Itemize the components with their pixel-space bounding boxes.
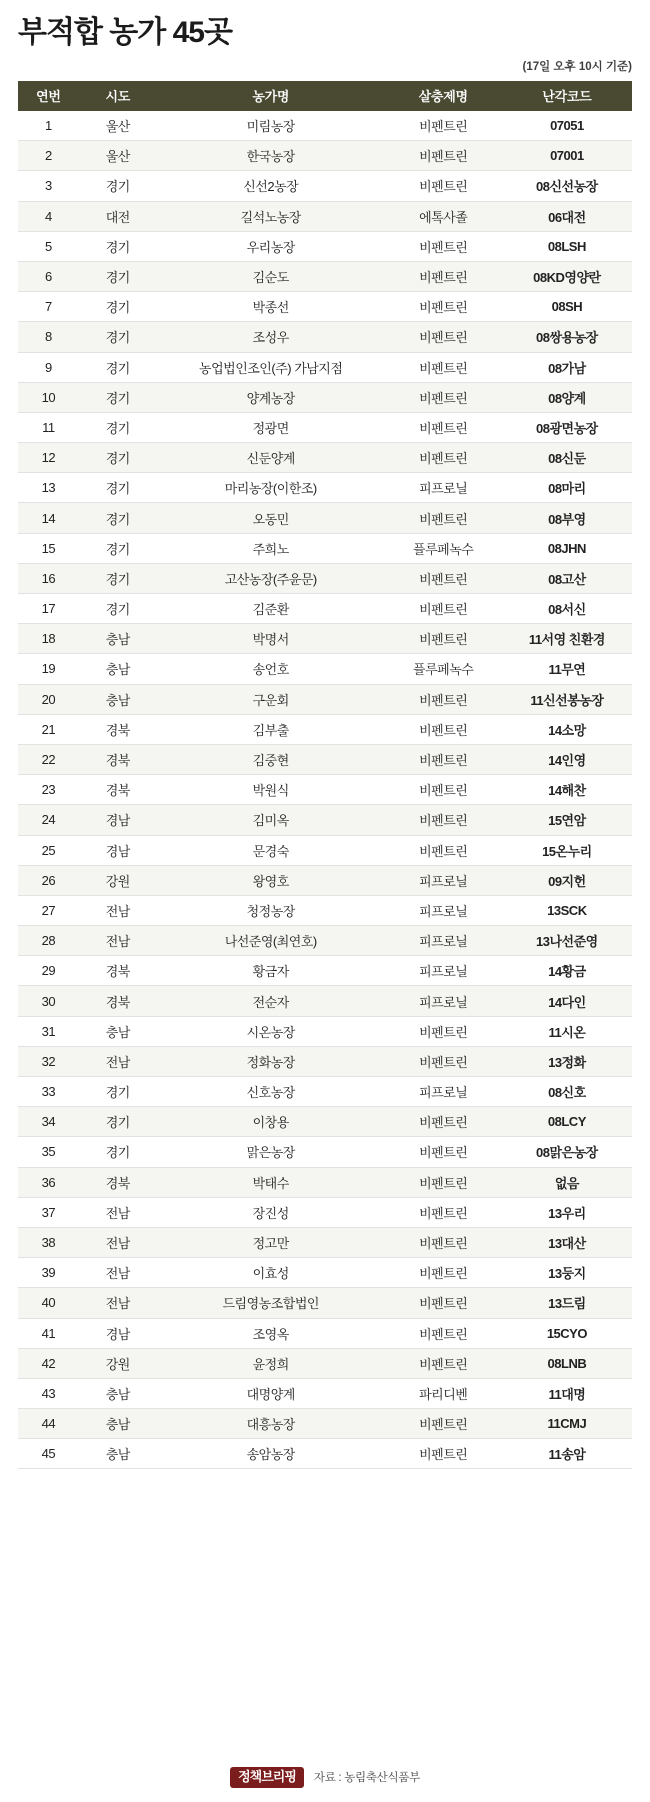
cell-farm: 윤정희 [157, 1348, 385, 1378]
cell-farm: 김순도 [157, 261, 385, 291]
cell-pesticide: 비펜트린 [385, 382, 502, 412]
column-header-no: 연번 [18, 81, 79, 111]
cell-area: 경북 [79, 1167, 157, 1197]
cell-farm: 정고만 [157, 1227, 385, 1257]
cell-eggcode: 08신둔 [502, 443, 632, 473]
cell-pesticide: 비펜트린 [385, 684, 502, 714]
cell-farm: 마리농장(이한조) [157, 473, 385, 503]
cell-no: 25 [18, 835, 79, 865]
cell-no: 20 [18, 684, 79, 714]
cell-no: 27 [18, 895, 79, 925]
cell-pesticide: 비펜트린 [385, 111, 502, 141]
cell-farm: 김부출 [157, 714, 385, 744]
cell-eggcode: 08LNB [502, 1348, 632, 1378]
cell-pesticide: 비펜트린 [385, 141, 502, 171]
cell-no: 12 [18, 443, 79, 473]
cell-farm: 이창용 [157, 1107, 385, 1137]
cell-farm: 청정농장 [157, 895, 385, 925]
cell-eggcode: 06대전 [502, 201, 632, 231]
cell-area: 경북 [79, 956, 157, 986]
cell-pesticide: 비펜트린 [385, 322, 502, 352]
cell-eggcode: 08KD영양란 [502, 261, 632, 291]
cell-farm: 조영옥 [157, 1318, 385, 1348]
table-row [18, 895, 632, 925]
cell-area: 경북 [79, 714, 157, 744]
cell-pesticide: 비펜트린 [385, 261, 502, 291]
cell-no: 37 [18, 1197, 79, 1227]
cell-area: 경기 [79, 352, 157, 382]
table-row [18, 1318, 632, 1348]
cell-farm: 대흥농장 [157, 1409, 385, 1439]
cell-area: 충남 [79, 624, 157, 654]
table-row [18, 865, 632, 895]
cell-no: 10 [18, 382, 79, 412]
table-row [18, 141, 632, 171]
cell-farm: 양계농장 [157, 382, 385, 412]
cell-farm: 시온농장 [157, 1016, 385, 1046]
cell-pesticide: 비펜트린 [385, 744, 502, 774]
cell-no: 45 [18, 1439, 79, 1469]
cell-no: 30 [18, 986, 79, 1016]
cell-area: 경기 [79, 563, 157, 593]
table-row [18, 1016, 632, 1046]
cell-area: 경기 [79, 231, 157, 261]
table-row [18, 1227, 632, 1257]
table-row [18, 926, 632, 956]
table-row [18, 744, 632, 774]
cell-eggcode: 없음 [502, 1167, 632, 1197]
timestamp-note: (17일 오후 10시 기준) [522, 60, 632, 73]
cell-pesticide: 비펜트린 [385, 412, 502, 442]
table-row [18, 1258, 632, 1288]
table-row [18, 473, 632, 503]
cell-farm: 전순자 [157, 986, 385, 1016]
cell-area: 경기 [79, 1137, 157, 1167]
cell-no: 36 [18, 1167, 79, 1197]
table-row [18, 201, 632, 231]
cell-pesticide: 비펜트린 [385, 594, 502, 624]
cell-no: 44 [18, 1409, 79, 1439]
table-row [18, 1077, 632, 1107]
cell-farm: 김미옥 [157, 805, 385, 835]
cell-farm: 주희노 [157, 533, 385, 563]
cell-pesticide: 비펜트린 [385, 805, 502, 835]
cell-area: 전남 [79, 1197, 157, 1227]
cell-farm: 나선준영(최연호) [157, 926, 385, 956]
unsuitable-farms-table [18, 81, 632, 1470]
cell-area: 경남 [79, 805, 157, 835]
cell-area: 충남 [79, 1378, 157, 1408]
cell-no: 11 [18, 412, 79, 442]
cell-farm: 신호농장 [157, 1077, 385, 1107]
cell-eggcode: 13둥지 [502, 1258, 632, 1288]
table-row [18, 533, 632, 563]
cell-farm: 박명서 [157, 624, 385, 654]
cell-eggcode: 08마리 [502, 473, 632, 503]
cell-farm: 문경숙 [157, 835, 385, 865]
table-body [18, 111, 632, 1469]
cell-pesticide: 플루페녹수 [385, 533, 502, 563]
cell-pesticide: 피프로닐 [385, 473, 502, 503]
cell-eggcode: 14인영 [502, 744, 632, 774]
cell-farm: 구운회 [157, 684, 385, 714]
cell-no: 5 [18, 231, 79, 261]
cell-area: 충남 [79, 1439, 157, 1469]
cell-farm: 장진성 [157, 1197, 385, 1227]
cell-farm: 한국농장 [157, 141, 385, 171]
cell-eggcode: 13우리 [502, 1197, 632, 1227]
cell-no: 29 [18, 956, 79, 986]
cell-no: 15 [18, 533, 79, 563]
cell-farm: 미림농장 [157, 111, 385, 141]
cell-farm: 길석노농장 [157, 201, 385, 231]
cell-eggcode: 14해찬 [502, 775, 632, 805]
cell-no: 23 [18, 775, 79, 805]
cell-farm: 조성우 [157, 322, 385, 352]
cell-pesticide: 비펜트린 [385, 503, 502, 533]
cell-eggcode: 08맑은농장 [502, 1137, 632, 1167]
cell-pesticide: 피프로닐 [385, 926, 502, 956]
table-row [18, 956, 632, 986]
cell-no: 16 [18, 563, 79, 593]
cell-farm: 송암농장 [157, 1439, 385, 1469]
cell-area: 울산 [79, 111, 157, 141]
cell-eggcode: 11CMJ [502, 1409, 632, 1439]
cell-area: 전남 [79, 1046, 157, 1076]
cell-eggcode: 11서영 친환경 [502, 624, 632, 654]
cell-pesticide: 파리디벤 [385, 1378, 502, 1408]
table-row [18, 1439, 632, 1469]
cell-pesticide: 비펜트린 [385, 1046, 502, 1076]
cell-no: 26 [18, 865, 79, 895]
cell-no: 31 [18, 1016, 79, 1046]
cell-farm: 신둔양계 [157, 443, 385, 473]
cell-farm: 우리농장 [157, 231, 385, 261]
cell-eggcode: 08신선농장 [502, 171, 632, 201]
cell-area: 충남 [79, 654, 157, 684]
cell-area: 경기 [79, 292, 157, 322]
cell-area: 경기 [79, 322, 157, 352]
cell-pesticide: 피프로닐 [385, 956, 502, 986]
table-row [18, 805, 632, 835]
cell-area: 경기 [79, 171, 157, 201]
cell-farm: 황금자 [157, 956, 385, 986]
cell-eggcode: 07001 [502, 141, 632, 171]
column-header-pesticide: 살충제명 [385, 81, 502, 111]
cell-eggcode: 07051 [502, 111, 632, 141]
table-row [18, 111, 632, 141]
footer [0, 1767, 650, 1788]
table-row [18, 1409, 632, 1439]
cell-pesticide: 비펜트린 [385, 1107, 502, 1137]
cell-no: 17 [18, 594, 79, 624]
cell-eggcode: 15CYO [502, 1318, 632, 1348]
cell-eggcode: 11시온 [502, 1016, 632, 1046]
table-header-row [18, 81, 632, 111]
cell-area: 경북 [79, 986, 157, 1016]
cell-farm: 맑은농장 [157, 1137, 385, 1167]
cell-area: 충남 [79, 1409, 157, 1439]
table-row [18, 412, 632, 442]
cell-pesticide: 비펜트린 [385, 1439, 502, 1469]
cell-farm: 신선2농장 [157, 171, 385, 201]
cell-pesticide: 비펜트린 [385, 1137, 502, 1167]
cell-no: 24 [18, 805, 79, 835]
cell-area: 강원 [79, 1348, 157, 1378]
cell-eggcode: 13SCK [502, 895, 632, 925]
cell-area: 전남 [79, 926, 157, 956]
cell-pesticide: 비펜트린 [385, 1197, 502, 1227]
cell-area: 대전 [79, 201, 157, 231]
cell-no: 18 [18, 624, 79, 654]
column-header-eggcode: 난각코드 [502, 81, 632, 111]
table-row [18, 231, 632, 261]
cell-eggcode: 14다인 [502, 986, 632, 1016]
cell-no: 2 [18, 141, 79, 171]
cell-area: 경기 [79, 594, 157, 624]
cell-area: 경기 [79, 382, 157, 412]
cell-no: 1 [18, 111, 79, 141]
cell-area: 경남 [79, 1318, 157, 1348]
cell-eggcode: 08가남 [502, 352, 632, 382]
table-row [18, 503, 632, 533]
cell-farm: 고산농장(주윤문) [157, 563, 385, 593]
cell-eggcode: 13드림 [502, 1288, 632, 1318]
cell-no: 39 [18, 1258, 79, 1288]
cell-area: 경기 [79, 412, 157, 442]
cell-farm: 송언호 [157, 654, 385, 684]
cell-farm: 정광면 [157, 412, 385, 442]
cell-no: 40 [18, 1288, 79, 1318]
cell-eggcode: 08LSH [502, 231, 632, 261]
cell-pesticide: 비펜트린 [385, 171, 502, 201]
table-row [18, 775, 632, 805]
cell-pesticide: 비펜트린 [385, 1409, 502, 1439]
table-header [18, 81, 632, 111]
table-row [18, 1167, 632, 1197]
cell-pesticide: 비펜트린 [385, 443, 502, 473]
table-row [18, 261, 632, 291]
cell-eggcode: 09지헌 [502, 865, 632, 895]
cell-pesticide: 플루페녹수 [385, 654, 502, 684]
cell-farm: 드림영농조합법인 [157, 1288, 385, 1318]
cell-pesticide: 비펜트린 [385, 1258, 502, 1288]
cell-pesticide: 비펜트린 [385, 563, 502, 593]
cell-no: 34 [18, 1107, 79, 1137]
cell-area: 경기 [79, 443, 157, 473]
cell-pesticide: 피프로닐 [385, 986, 502, 1016]
cell-area: 경남 [79, 835, 157, 865]
cell-farm: 농업법인조인(주) 가남지점 [157, 352, 385, 382]
cell-area: 강원 [79, 865, 157, 895]
table-row [18, 382, 632, 412]
cell-farm: 대명양계 [157, 1378, 385, 1408]
cell-no: 21 [18, 714, 79, 744]
cell-farm: 김준환 [157, 594, 385, 624]
cell-no: 8 [18, 322, 79, 352]
cell-no: 33 [18, 1077, 79, 1107]
table-row [18, 986, 632, 1016]
cell-pesticide: 비펜트린 [385, 1167, 502, 1197]
cell-area: 전남 [79, 1288, 157, 1318]
cell-no: 9 [18, 352, 79, 382]
cell-no: 32 [18, 1046, 79, 1076]
table-row [18, 352, 632, 382]
table-row [18, 292, 632, 322]
table-row [18, 594, 632, 624]
cell-pesticide: 비펜트린 [385, 1227, 502, 1257]
timestamp-row [18, 57, 632, 81]
cell-pesticide: 비펜트린 [385, 714, 502, 744]
brand-logo: 정책브리핑 [230, 1767, 304, 1788]
cell-pesticide: 비펜트린 [385, 1318, 502, 1348]
cell-eggcode: 11송암 [502, 1439, 632, 1469]
cell-pesticide: 피프로닐 [385, 1077, 502, 1107]
cell-eggcode: 15연암 [502, 805, 632, 835]
cell-no: 3 [18, 171, 79, 201]
table-row [18, 322, 632, 352]
cell-pesticide: 비펜트린 [385, 352, 502, 382]
cell-area: 경기 [79, 261, 157, 291]
cell-area: 경기 [79, 503, 157, 533]
cell-eggcode: 14소망 [502, 714, 632, 744]
table-row [18, 443, 632, 473]
cell-farm: 박종선 [157, 292, 385, 322]
cell-farm: 오동민 [157, 503, 385, 533]
cell-eggcode: 08쌍용농장 [502, 322, 632, 352]
cell-eggcode: 08광면농장 [502, 412, 632, 442]
cell-area: 경기 [79, 533, 157, 563]
cell-pesticide: 피프로닐 [385, 865, 502, 895]
cell-area: 충남 [79, 1016, 157, 1046]
cell-eggcode: 13정화 [502, 1046, 632, 1076]
cell-farm: 박태수 [157, 1167, 385, 1197]
table-row [18, 1137, 632, 1167]
cell-no: 7 [18, 292, 79, 322]
table-row [18, 714, 632, 744]
table-row [18, 171, 632, 201]
table-row [18, 1348, 632, 1378]
cell-pesticide: 비펜트린 [385, 775, 502, 805]
cell-eggcode: 15온누리 [502, 835, 632, 865]
cell-eggcode: 08양계 [502, 382, 632, 412]
cell-eggcode: 08고산 [502, 563, 632, 593]
table-row [18, 684, 632, 714]
cell-eggcode: 13나선준영 [502, 926, 632, 956]
title-row [18, 0, 632, 57]
cell-no: 4 [18, 201, 79, 231]
cell-no: 6 [18, 261, 79, 291]
cell-no: 13 [18, 473, 79, 503]
table-row [18, 1107, 632, 1137]
cell-pesticide: 에톡사졸 [385, 201, 502, 231]
cell-pesticide: 비펜트린 [385, 231, 502, 261]
table-row [18, 563, 632, 593]
cell-no: 38 [18, 1227, 79, 1257]
cell-area: 경기 [79, 1077, 157, 1107]
cell-area: 경북 [79, 744, 157, 774]
page-title: 부적합 농가 45곳 [18, 16, 232, 49]
cell-farm: 이효성 [157, 1258, 385, 1288]
column-header-farm: 농가명 [157, 81, 385, 111]
cell-no: 41 [18, 1318, 79, 1348]
table-row [18, 1378, 632, 1408]
cell-pesticide: 비펜트린 [385, 1288, 502, 1318]
cell-area: 전남 [79, 1227, 157, 1257]
cell-area: 전남 [79, 895, 157, 925]
cell-area: 울산 [79, 141, 157, 171]
cell-farm: 정화농장 [157, 1046, 385, 1076]
cell-pesticide: 피프로닐 [385, 895, 502, 925]
cell-no: 22 [18, 744, 79, 774]
cell-no: 19 [18, 654, 79, 684]
cell-no: 35 [18, 1137, 79, 1167]
cell-farm: 왕영호 [157, 865, 385, 895]
table-row [18, 835, 632, 865]
cell-eggcode: 11대명 [502, 1378, 632, 1408]
cell-pesticide: 비펜트린 [385, 292, 502, 322]
source-credit: 자료 : 농림축산식품부 [313, 1772, 420, 1785]
cell-pesticide: 비펜트린 [385, 1016, 502, 1046]
cell-eggcode: 08부영 [502, 503, 632, 533]
cell-eggcode: 08JHN [502, 533, 632, 563]
cell-area: 전남 [79, 1258, 157, 1288]
cell-eggcode: 08LCY [502, 1107, 632, 1137]
table-row [18, 1288, 632, 1318]
cell-farm: 박원식 [157, 775, 385, 805]
cell-area: 경기 [79, 473, 157, 503]
cell-pesticide: 비펜트린 [385, 624, 502, 654]
cell-eggcode: 08신호 [502, 1077, 632, 1107]
cell-area: 충남 [79, 684, 157, 714]
table-row [18, 1197, 632, 1227]
table-row [18, 1046, 632, 1076]
cell-pesticide: 비펜트린 [385, 835, 502, 865]
cell-area: 경북 [79, 775, 157, 805]
cell-eggcode: 08SH [502, 292, 632, 322]
column-header-area: 시도 [79, 81, 157, 111]
cell-area: 경기 [79, 1107, 157, 1137]
cell-eggcode: 08서신 [502, 594, 632, 624]
cell-farm: 김중현 [157, 744, 385, 774]
table-row [18, 624, 632, 654]
cell-pesticide: 비펜트린 [385, 1348, 502, 1378]
cell-eggcode: 11신선봉농장 [502, 684, 632, 714]
cell-no: 14 [18, 503, 79, 533]
cell-no: 42 [18, 1348, 79, 1378]
cell-eggcode: 13대산 [502, 1227, 632, 1257]
cell-eggcode: 11무연 [502, 654, 632, 684]
cell-no: 28 [18, 926, 79, 956]
cell-eggcode: 14황금 [502, 956, 632, 986]
cell-no: 43 [18, 1378, 79, 1408]
table-row [18, 654, 632, 684]
